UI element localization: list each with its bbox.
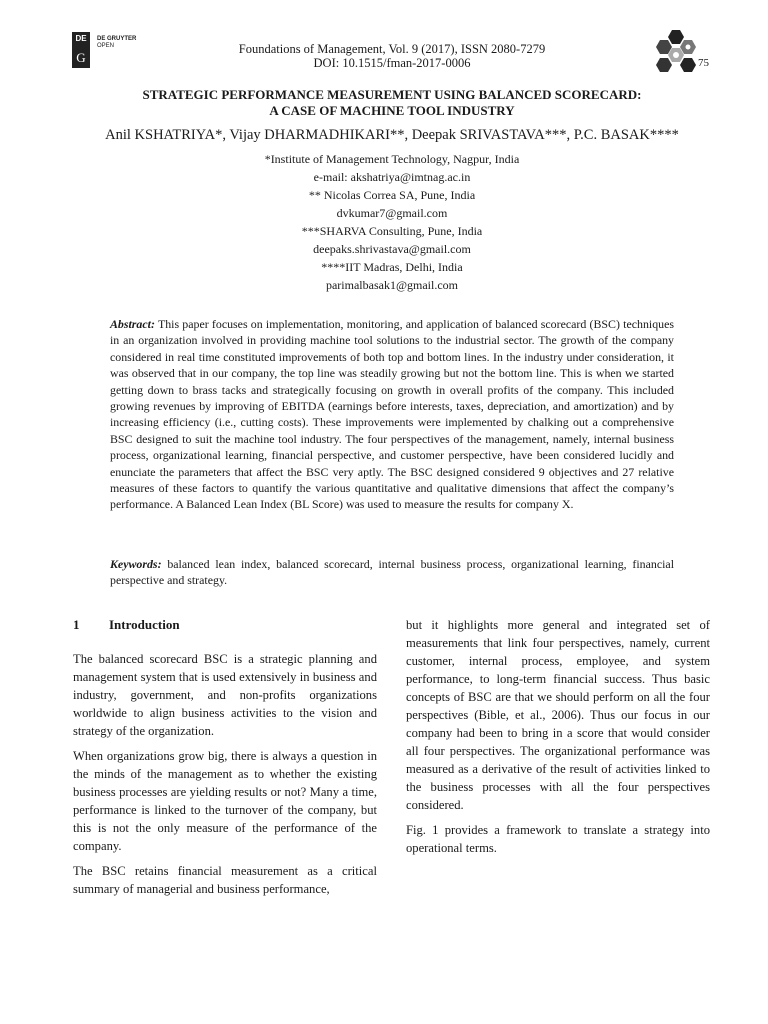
page-header <box>72 30 712 76</box>
affiliations <box>72 150 712 294</box>
title-line-1: STRATEGIC PERFORMANCE MEASUREMENT USING BALANCED SCORECARD: <box>142 87 642 102</box>
publisher-name <box>97 36 136 50</box>
publisher-line1: DE GRUYTER <box>97 36 137 42</box>
left-column <box>73 616 377 905</box>
paper-title <box>72 87 712 119</box>
body-paragraph: The BSC retains financial measurement as a critical summary of managerial and business performance, <box>73 864 377 896</box>
keywords-label: Keywords: <box>110 557 162 571</box>
publisher-line2: OPEN <box>97 43 115 49</box>
body-paragraph: The balanced scorecard BSC is a strategic planning and management system that is used extensively in business and industry, government, and non-profits organizations worldwide to align business activities to the vision and strategy of the organization. <box>73 652 377 738</box>
logo-g-text: G <box>76 50 86 65</box>
right-column <box>406 616 710 864</box>
journal-citation: Foundations of Management, Vol. 9 (2017), ISSN 2080-7279 <box>238 42 546 56</box>
author-list: Anil KSHATRIYA*, Vijay DHARMADHIKARI**, Deepak SRIVASTAVA***, P.C. BASAK**** <box>105 127 679 143</box>
de-gruyter-logo <box>72 32 90 68</box>
journal-doi: DOI: 10.1515/fman-2017-0006 <box>313 56 471 70</box>
email-link[interactable]: parimalbasak1@gmail.com <box>325 278 458 292</box>
journal-info <box>172 42 612 70</box>
affiliation-line: *Institute of Management Technology, Nagpur, India <box>264 152 520 166</box>
abstract <box>110 316 674 513</box>
email-link[interactable]: deepaks.shrivastava@gmail.com <box>313 242 471 256</box>
abstract-text: This paper focuses on implementation, monitoring, and application of balanced scorecard (BSC) techniques in an organization involved in providing machine tool solutions to the industrial sector. The growth of the company considered in real time constituted improvements of both top and bottom lines. In the industry under consideration, it was observed that in our company, the top line was steadily growing but not the bottom line. This is when we started getting down to brass tacks and strategically focusing on growth in overall profits of the company. This included growing revenues by improving of EBITDA (earnings before interests, taxes, depreciation, and amortization) and by increasing efficiency (i.e., cutting costs). These improvements were implemented by chalking out a comprehensive BSC designed to suit the machine tool industry. The four perspectives of the management, namely, internal business process, organizational learning, financial perspective, and customer perspective, have been considered lucidly and enunciate the parameters that affect the BSC very aptly. The BSC designed considered 9 objectives and 27 relative measures of these factors to quantify the various quantitative and qualitative dimensions that affect the company’s performance. A Balanced Lean Index (BL Score) was used to measure the results for company X. <box>110 317 674 512</box>
logo-de-text: DE <box>75 34 87 43</box>
body-paragraph: When organizations grow big, there is always a question in the minds of the management as to whether the existing business processes are yielding results or not? Many a time, performance is linked to the turnover of the company, but this is not the only measure of the performance of the company. <box>73 749 377 853</box>
section-number: 1 <box>73 617 80 632</box>
affiliation-line: ***SHARVA Consulting, Pune, India <box>301 224 483 238</box>
email-link[interactable]: e-mail: akshatriya@imtnag.ac.in <box>313 170 471 184</box>
abstract-label: Abstract: <box>110 317 155 331</box>
page-number: 75 <box>698 57 709 69</box>
body-paragraph: Fig. 1 provides a framework to translate a strategy into operational terms. <box>406 823 710 855</box>
hexagon-emblem-icon <box>652 28 702 74</box>
keywords-text: balanced lean index, balanced scorecard, internal business process, organizational learning, financial perspective and strategy. <box>110 557 674 588</box>
keywords <box>110 556 674 589</box>
affiliation-line: ** Nicolas Correa SA, Pune, India <box>308 188 476 202</box>
body-paragraph: but it highlights more general and integrated set of measurements that link four perspectives, namely, current customer, internal process, employee, and system performance, to long-term financial success. Thus basic concepts of BSC are that we should perform on all the four perspectives (Bible, et al., 2006). Thus our focus in our company had been to bring in a score that would consider all four perspectives. The organizational performance was measured as a derivative of the result of activities linked to the business processes with all the four perspectives considered. <box>406 618 710 812</box>
section-title: Introduction <box>109 617 180 632</box>
section-heading <box>73 616 377 634</box>
affiliation-line: ****IIT Madras, Delhi, India <box>321 260 463 274</box>
email-link[interactable]: dvkumar7@gmail.com <box>336 206 448 220</box>
title-line-2: A CASE OF MACHINE TOOL INDUSTRY <box>269 103 515 118</box>
